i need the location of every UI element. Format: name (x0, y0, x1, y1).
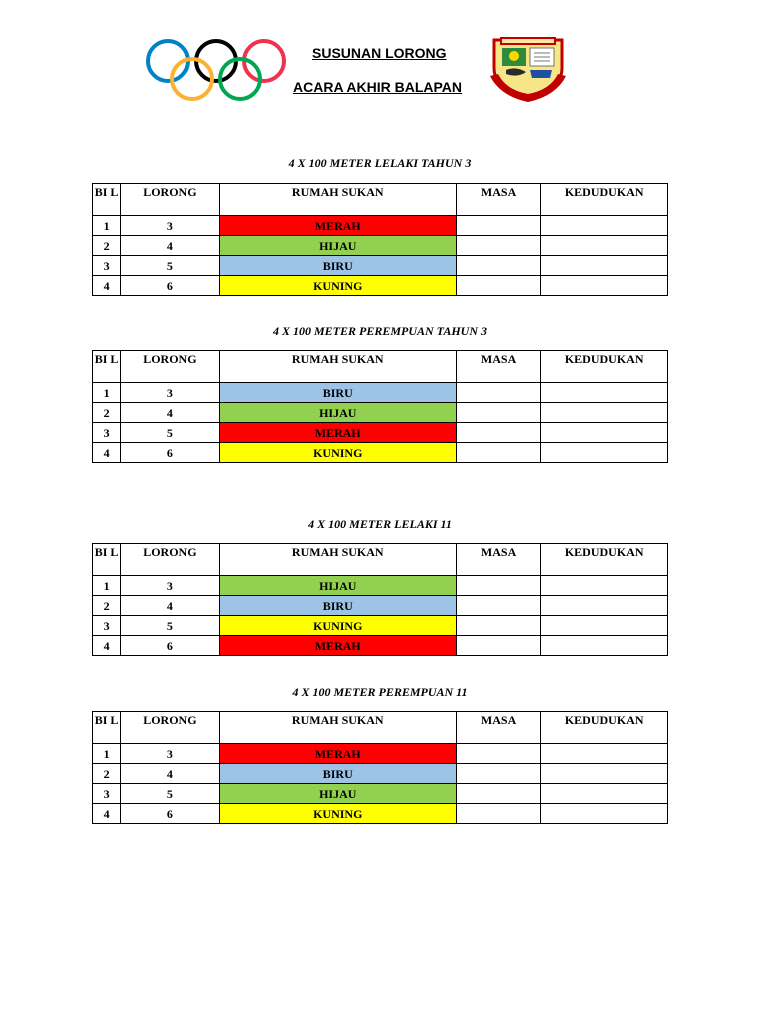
lane-table (92, 543, 668, 656)
kedudukan-cell[interactable] (541, 216, 668, 236)
document-subtitle: ACARA AKHIR BALAPAN (293, 79, 463, 95)
lorong-cell: 6 (121, 636, 220, 656)
lorong-cell: 4 (121, 764, 220, 784)
masa-cell[interactable] (456, 236, 540, 256)
lane-table (92, 183, 668, 296)
lorong-cell: 5 (121, 423, 220, 443)
rumah-cell: HIJAU (219, 576, 456, 596)
kedudukan-cell[interactable] (541, 804, 668, 824)
race-title: 4 X 100 METER LELAKI 11 (308, 517, 452, 531)
lorong-cell: 6 (121, 804, 220, 824)
bil-cell: 2 (93, 596, 121, 616)
rumah-cell: HIJAU (219, 236, 456, 256)
rumah-cell: KUNING (219, 804, 456, 824)
bil-cell: 3 (93, 784, 121, 804)
bil-cell: 2 (93, 403, 121, 423)
table-header-row (93, 712, 668, 744)
table-row (93, 256, 668, 276)
masa-cell[interactable] (456, 576, 540, 596)
document-title: SUSUNAN LORONG (312, 45, 447, 61)
kedudukan-cell[interactable] (541, 403, 668, 423)
school-crest-icon (488, 34, 568, 104)
kedudukan-cell[interactable] (541, 256, 668, 276)
masa-cell[interactable] (456, 383, 540, 403)
header-bil: BI L (93, 544, 121, 576)
table-header-row (93, 544, 668, 576)
table-row (93, 423, 668, 443)
header-lorong: LORONG (121, 351, 220, 383)
rumah-cell: BIRU (219, 764, 456, 784)
rumah-cell: BIRU (219, 383, 456, 403)
bil-cell: 4 (93, 443, 121, 463)
table-row (93, 744, 668, 764)
kedudukan-cell[interactable] (541, 616, 668, 636)
rumah-cell: BIRU (219, 596, 456, 616)
lorong-cell: 4 (121, 403, 220, 423)
table-row (93, 236, 668, 256)
header-masa: MASA (456, 544, 540, 576)
masa-cell[interactable] (456, 636, 540, 656)
masa-cell[interactable] (456, 784, 540, 804)
race-title: 4 X 100 METER PEREMPUAN TAHUN 3 (272, 324, 488, 338)
bil-cell: 1 (93, 216, 121, 236)
rumah-cell: KUNING (219, 616, 456, 636)
lorong-cell: 3 (121, 216, 220, 236)
table-header-row (93, 351, 668, 383)
bil-cell: 1 (93, 744, 121, 764)
header-rumah-sukan: RUMAH SUKAN (219, 544, 456, 576)
masa-cell[interactable] (456, 216, 540, 236)
header-bil: BI L (93, 712, 121, 744)
table-row (93, 616, 668, 636)
header-kedudukan: KEDUDUKAN (541, 184, 668, 216)
bil-cell: 3 (93, 616, 121, 636)
table-row (93, 804, 668, 824)
lorong-cell: 6 (121, 443, 220, 463)
table-row (93, 636, 668, 656)
header-rumah-sukan: RUMAH SUKAN (219, 184, 456, 216)
lane-table (92, 350, 668, 463)
kedudukan-cell[interactable] (541, 276, 668, 296)
header-masa: MASA (456, 351, 540, 383)
rumah-cell: BIRU (219, 256, 456, 276)
race-title: 4 X 100 METER PEREMPUAN 11 (292, 685, 468, 699)
bil-cell: 1 (93, 383, 121, 403)
rumah-cell: HIJAU (219, 403, 456, 423)
lorong-cell: 4 (121, 596, 220, 616)
bil-cell: 2 (93, 236, 121, 256)
lane-table (92, 711, 668, 824)
table-header-row (93, 184, 668, 216)
kedudukan-cell[interactable] (541, 744, 668, 764)
kedudukan-cell[interactable] (541, 596, 668, 616)
header-kedudukan: KEDUDUKAN (541, 712, 668, 744)
header-masa: MASA (456, 712, 540, 744)
header-rumah-sukan: RUMAH SUKAN (219, 351, 456, 383)
masa-cell[interactable] (456, 403, 540, 423)
lorong-cell: 3 (121, 576, 220, 596)
table-row (93, 383, 668, 403)
rumah-cell: MERAH (219, 423, 456, 443)
header-bil: BI L (93, 184, 121, 216)
rumah-cell: KUNING (219, 443, 456, 463)
bil-cell: 4 (93, 276, 121, 296)
bil-cell: 4 (93, 804, 121, 824)
kedudukan-cell[interactable] (541, 423, 668, 443)
rumah-cell: HIJAU (219, 784, 456, 804)
rumah-cell: MERAH (219, 216, 456, 236)
race-title: 4 X 100 METER LELAKI TAHUN 3 (288, 156, 472, 170)
masa-cell[interactable] (456, 423, 540, 443)
kedudukan-cell[interactable] (541, 236, 668, 256)
header-bil: BI L (93, 351, 121, 383)
masa-cell[interactable] (456, 256, 540, 276)
masa-cell[interactable] (456, 596, 540, 616)
table-row (93, 403, 668, 423)
kedudukan-cell[interactable] (541, 576, 668, 596)
kedudukan-cell[interactable] (541, 636, 668, 656)
header-kedudukan: KEDUDUKAN (541, 544, 668, 576)
lorong-cell: 3 (121, 383, 220, 403)
header-lorong: LORONG (121, 184, 220, 216)
masa-cell[interactable] (456, 804, 540, 824)
olympic-rings-icon (144, 36, 292, 104)
table-row (93, 576, 668, 596)
bil-cell: 4 (93, 636, 121, 656)
lorong-cell: 3 (121, 744, 220, 764)
table-row (93, 596, 668, 616)
masa-cell[interactable] (456, 443, 540, 463)
masa-cell[interactable] (456, 616, 540, 636)
document-header (0, 0, 768, 120)
lorong-cell: 4 (121, 236, 220, 256)
masa-cell[interactable] (456, 764, 540, 784)
kedudukan-cell[interactable] (541, 784, 668, 804)
lorong-cell: 6 (121, 276, 220, 296)
kedudukan-cell[interactable] (541, 443, 668, 463)
header-rumah-sukan: RUMAH SUKAN (219, 712, 456, 744)
rumah-cell: KUNING (219, 276, 456, 296)
header-lorong: LORONG (121, 712, 220, 744)
header-masa: MASA (456, 184, 540, 216)
lorong-cell: 5 (121, 616, 220, 636)
table-row (93, 276, 668, 296)
table-row (93, 216, 668, 236)
lorong-cell: 5 (121, 784, 220, 804)
bil-cell: 1 (93, 576, 121, 596)
kedudukan-cell[interactable] (541, 764, 668, 784)
bil-cell: 3 (93, 256, 121, 276)
header-kedudukan: KEDUDUKAN (541, 351, 668, 383)
kedudukan-cell[interactable] (541, 383, 668, 403)
table-row (93, 764, 668, 784)
bil-cell: 3 (93, 423, 121, 443)
masa-cell[interactable] (456, 744, 540, 764)
header-lorong: LORONG (121, 544, 220, 576)
table-row (93, 784, 668, 804)
table-row (93, 443, 668, 463)
rumah-cell: MERAH (219, 636, 456, 656)
rumah-cell: MERAH (219, 744, 456, 764)
masa-cell[interactable] (456, 276, 540, 296)
bil-cell: 2 (93, 764, 121, 784)
lorong-cell: 5 (121, 256, 220, 276)
